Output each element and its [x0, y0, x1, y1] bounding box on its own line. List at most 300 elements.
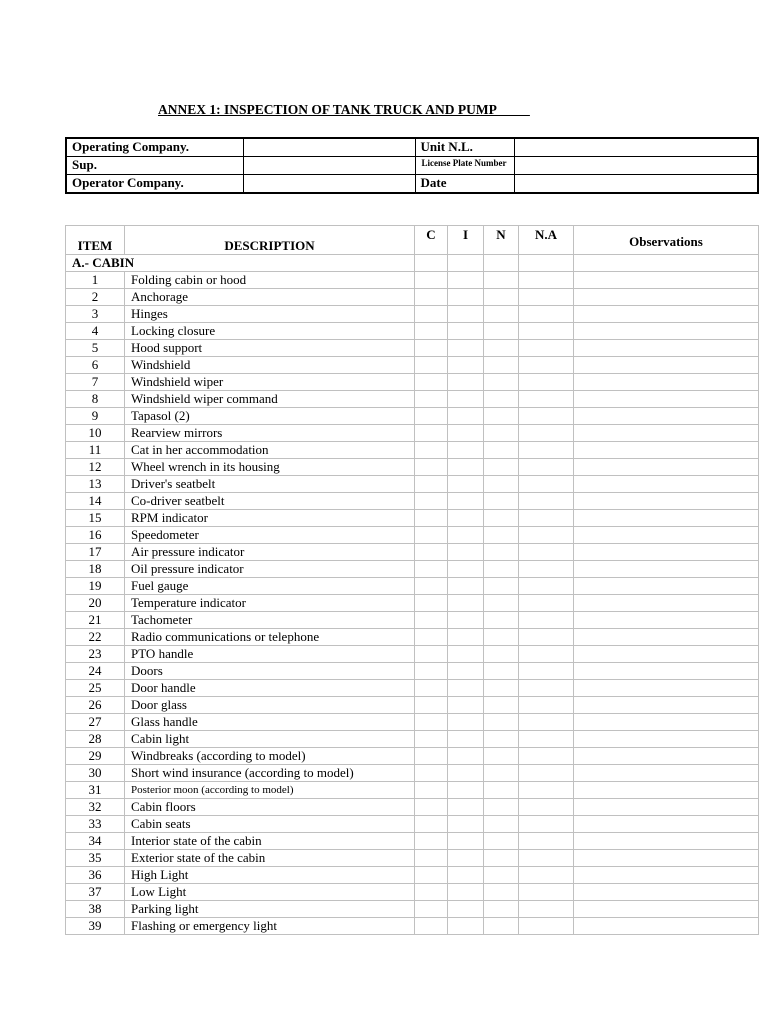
observations-cell[interactable]	[574, 476, 759, 493]
check-c-cell[interactable]	[415, 340, 448, 357]
header-n: N	[484, 226, 519, 255]
check-n-cell[interactable]	[484, 544, 519, 561]
table-row	[66, 527, 759, 544]
table-row	[66, 663, 759, 680]
check-c-cell[interactable]	[415, 561, 448, 578]
item-description: Hinges	[125, 306, 415, 323]
check-i-cell[interactable]	[448, 714, 484, 731]
observations-cell[interactable]	[574, 629, 759, 646]
check-i-cell[interactable]	[448, 646, 484, 663]
unit-label: Unit N.L.	[415, 138, 514, 157]
check-i-cell[interactable]	[448, 272, 484, 289]
check-na-cell[interactable]	[519, 510, 574, 527]
table-row	[66, 544, 759, 561]
table-row	[66, 578, 759, 595]
observations-cell[interactable]	[574, 340, 759, 357]
observations-cell[interactable]	[574, 578, 759, 595]
check-na-cell[interactable]	[519, 629, 574, 646]
table-row	[66, 595, 759, 612]
check-i-cell[interactable]	[448, 391, 484, 408]
check-i-cell[interactable]	[448, 425, 484, 442]
check-c-cell[interactable]	[415, 629, 448, 646]
observations-cell[interactable]	[574, 493, 759, 510]
check-na-cell[interactable]	[519, 663, 574, 680]
table-row	[66, 289, 759, 306]
document-title: ANNEX 1: INSPECTION OF TANK TRUCK AND PUMP	[158, 102, 530, 117]
sup-label: Sup.	[66, 157, 243, 175]
check-c-cell[interactable]	[415, 697, 448, 714]
check-n-cell[interactable]	[484, 272, 519, 289]
check-c-cell[interactable]	[415, 833, 448, 850]
sup-field[interactable]	[243, 157, 415, 175]
header-na: N.A	[519, 226, 574, 255]
table-row	[66, 408, 759, 425]
check-i-cell[interactable]	[448, 578, 484, 595]
check-na-cell[interactable]	[519, 408, 574, 425]
check-na-cell[interactable]	[519, 748, 574, 765]
check-na-cell[interactable]	[519, 595, 574, 612]
item-number: 15	[66, 510, 125, 527]
observations-cell[interactable]	[574, 765, 759, 782]
item-number: 30	[66, 765, 125, 782]
check-na-cell[interactable]	[519, 833, 574, 850]
check-n-cell[interactable]	[484, 612, 519, 629]
check-c-cell[interactable]	[415, 493, 448, 510]
check-c-cell[interactable]	[415, 391, 448, 408]
observations-cell[interactable]	[574, 595, 759, 612]
observations-cell[interactable]	[574, 731, 759, 748]
table-row	[66, 748, 759, 765]
check-i-cell[interactable]	[448, 731, 484, 748]
observations-cell[interactable]	[574, 374, 759, 391]
check-c-cell[interactable]	[415, 884, 448, 901]
item-number: 34	[66, 833, 125, 850]
observations-cell[interactable]	[574, 612, 759, 629]
operator-company-field[interactable]	[243, 175, 415, 194]
check-na-cell[interactable]	[519, 765, 574, 782]
observations-cell[interactable]	[574, 850, 759, 867]
item-number: 39	[66, 918, 125, 935]
check-na-cell[interactable]	[519, 527, 574, 544]
item-description: High Light	[125, 867, 415, 884]
check-i-cell[interactable]	[448, 595, 484, 612]
check-n-cell[interactable]	[484, 867, 519, 884]
item-description: Cabin floors	[125, 799, 415, 816]
check-c-cell[interactable]	[415, 357, 448, 374]
check-i-cell[interactable]	[448, 612, 484, 629]
observations-cell[interactable]	[574, 663, 759, 680]
table-row	[66, 884, 759, 901]
observations-cell[interactable]	[574, 867, 759, 884]
check-n-cell[interactable]	[484, 646, 519, 663]
item-number: 24	[66, 663, 125, 680]
table-row	[66, 646, 759, 663]
item-description: Wheel wrench in its housing	[125, 459, 415, 476]
check-c-cell[interactable]	[415, 476, 448, 493]
item-description: PTO handle	[125, 646, 415, 663]
check-i-cell[interactable]	[448, 748, 484, 765]
check-n-cell[interactable]	[484, 306, 519, 323]
item-number: 37	[66, 884, 125, 901]
check-i-cell[interactable]	[448, 663, 484, 680]
check-c-cell[interactable]	[415, 323, 448, 340]
table-row	[66, 306, 759, 323]
item-number: 17	[66, 544, 125, 561]
item-description: Air pressure indicator	[125, 544, 415, 561]
check-n-cell[interactable]	[484, 850, 519, 867]
check-i-cell[interactable]	[448, 340, 484, 357]
check-na-cell[interactable]	[519, 612, 574, 629]
check-n-cell[interactable]	[484, 340, 519, 357]
check-n-cell[interactable]	[484, 595, 519, 612]
observations-cell[interactable]	[574, 680, 759, 697]
item-description: Windshield wiper	[125, 374, 415, 391]
item-number: 2	[66, 289, 125, 306]
check-na-cell[interactable]	[519, 306, 574, 323]
observations-cell[interactable]	[574, 884, 759, 901]
table-row	[66, 918, 759, 935]
observations-cell[interactable]	[574, 561, 759, 578]
check-c-cell[interactable]	[415, 272, 448, 289]
check-i-cell[interactable]	[448, 476, 484, 493]
item-description: Glass handle	[125, 714, 415, 731]
check-n-cell[interactable]	[484, 425, 519, 442]
item-description: Door glass	[125, 697, 415, 714]
table-row	[66, 459, 759, 476]
check-c-cell[interactable]	[415, 459, 448, 476]
check-na-cell[interactable]	[519, 816, 574, 833]
check-c-cell[interactable]	[415, 646, 448, 663]
item-number: 35	[66, 850, 125, 867]
check-c-cell[interactable]	[415, 527, 448, 544]
item-number: 11	[66, 442, 125, 459]
check-i-cell[interactable]	[448, 799, 484, 816]
observations-cell[interactable]	[574, 510, 759, 527]
check-n-cell[interactable]	[484, 833, 519, 850]
check-c-cell[interactable]	[415, 799, 448, 816]
check-na-cell[interactable]	[519, 340, 574, 357]
table-row	[66, 442, 759, 459]
check-n-cell[interactable]	[484, 493, 519, 510]
check-c-cell[interactable]	[415, 816, 448, 833]
check-n-cell[interactable]	[484, 323, 519, 340]
observations-cell[interactable]	[574, 459, 759, 476]
item-description: Parking light	[125, 901, 415, 918]
check-c-cell[interactable]	[415, 442, 448, 459]
item-description: Short wind insurance (according to model)	[125, 765, 415, 782]
item-description: Interior state of the cabin	[125, 833, 415, 850]
table-row	[66, 272, 759, 289]
check-c-cell[interactable]	[415, 306, 448, 323]
observations-cell[interactable]	[574, 816, 759, 833]
table-row	[66, 510, 759, 527]
item-description: Anchorage	[125, 289, 415, 306]
observations-cell[interactable]	[574, 323, 759, 340]
item-description: Locking closure	[125, 323, 415, 340]
table-row	[66, 561, 759, 578]
item-description: Temperature indicator	[125, 595, 415, 612]
check-i-cell[interactable]	[448, 408, 484, 425]
check-na-cell[interactable]	[519, 425, 574, 442]
check-na-cell[interactable]	[519, 697, 574, 714]
observations-cell[interactable]	[574, 714, 759, 731]
check-n-cell[interactable]	[484, 510, 519, 527]
observations-cell[interactable]	[574, 527, 759, 544]
header-item: ITEM	[66, 226, 125, 255]
check-n-cell[interactable]	[484, 442, 519, 459]
check-na-cell[interactable]	[519, 544, 574, 561]
check-na-cell[interactable]	[519, 867, 574, 884]
observations-cell[interactable]	[574, 357, 759, 374]
item-number: 13	[66, 476, 125, 493]
check-n-cell[interactable]	[484, 289, 519, 306]
check-c-cell[interactable]	[415, 408, 448, 425]
table-row	[66, 391, 759, 408]
header-i: I	[448, 226, 484, 255]
item-description: Doors	[125, 663, 415, 680]
check-n-cell[interactable]	[484, 884, 519, 901]
item-description: Low Light	[125, 884, 415, 901]
check-na-cell[interactable]	[519, 799, 574, 816]
table-row	[66, 816, 759, 833]
check-na-cell[interactable]	[519, 901, 574, 918]
check-i-cell[interactable]	[448, 510, 484, 527]
check-n-cell[interactable]	[484, 799, 519, 816]
check-c-cell[interactable]	[415, 663, 448, 680]
check-i-cell[interactable]	[448, 544, 484, 561]
check-c-cell[interactable]	[415, 765, 448, 782]
check-na-cell[interactable]	[519, 272, 574, 289]
table-row	[66, 612, 759, 629]
item-number: 20	[66, 595, 125, 612]
check-na-cell[interactable]	[519, 646, 574, 663]
table-row	[66, 714, 759, 731]
observations-cell[interactable]	[574, 408, 759, 425]
check-i-cell[interactable]	[448, 782, 484, 799]
item-number: 31	[66, 782, 125, 799]
item-number: 33	[66, 816, 125, 833]
check-i-cell[interactable]	[448, 680, 484, 697]
check-n-cell[interactable]	[484, 459, 519, 476]
item-number: 18	[66, 561, 125, 578]
check-c-cell[interactable]	[415, 374, 448, 391]
check-c-cell[interactable]	[415, 425, 448, 442]
check-n-cell[interactable]	[484, 527, 519, 544]
item-number: 1	[66, 272, 125, 289]
item-number: 32	[66, 799, 125, 816]
observations-cell[interactable]	[574, 272, 759, 289]
check-i-cell[interactable]	[448, 765, 484, 782]
check-n-cell[interactable]	[484, 680, 519, 697]
check-c-cell[interactable]	[415, 782, 448, 799]
item-description: Exterior state of the cabin	[125, 850, 415, 867]
item-number: 9	[66, 408, 125, 425]
observations-cell[interactable]	[574, 918, 759, 935]
table-row	[66, 629, 759, 646]
section-row-cabin	[66, 255, 759, 272]
check-n-cell[interactable]	[484, 663, 519, 680]
check-i-cell[interactable]	[448, 867, 484, 884]
header-observations: Observations	[574, 226, 759, 255]
check-n-cell[interactable]	[484, 782, 519, 799]
item-number: 19	[66, 578, 125, 595]
header-description: DESCRIPTION	[125, 226, 415, 255]
observations-cell[interactable]	[574, 306, 759, 323]
item-number: 7	[66, 374, 125, 391]
item-number: 27	[66, 714, 125, 731]
table-row	[66, 493, 759, 510]
observations-cell[interactable]	[574, 799, 759, 816]
item-description: Fuel gauge	[125, 578, 415, 595]
observations-cell[interactable]	[574, 782, 759, 799]
check-n-cell[interactable]	[484, 357, 519, 374]
item-description: Windshield wiper command	[125, 391, 415, 408]
check-na-cell[interactable]	[519, 714, 574, 731]
item-description: Oil pressure indicator	[125, 561, 415, 578]
observations-cell[interactable]	[574, 544, 759, 561]
check-na-cell[interactable]	[519, 731, 574, 748]
check-n-cell[interactable]	[484, 578, 519, 595]
check-na-cell[interactable]	[519, 374, 574, 391]
observations-cell[interactable]	[574, 646, 759, 663]
check-i-cell[interactable]	[448, 289, 484, 306]
unit-field[interactable]	[514, 138, 758, 157]
check-c-cell[interactable]	[415, 595, 448, 612]
check-na-cell[interactable]	[519, 493, 574, 510]
check-na-cell[interactable]	[519, 918, 574, 935]
check-na-cell[interactable]	[519, 459, 574, 476]
check-n-cell[interactable]	[484, 629, 519, 646]
header-info-table	[65, 137, 759, 194]
check-c-cell[interactable]	[415, 850, 448, 867]
table-row	[66, 799, 759, 816]
check-n-cell[interactable]	[484, 476, 519, 493]
check-n-cell[interactable]	[484, 748, 519, 765]
check-c-cell[interactable]	[415, 289, 448, 306]
table-row	[66, 374, 759, 391]
check-c-cell[interactable]	[415, 901, 448, 918]
check-i-cell[interactable]	[448, 357, 484, 374]
check-n-cell[interactable]	[484, 408, 519, 425]
item-description: Tachometer	[125, 612, 415, 629]
check-c-cell[interactable]	[415, 510, 448, 527]
check-na-cell[interactable]	[519, 391, 574, 408]
observations-cell[interactable]	[574, 901, 759, 918]
table-row	[66, 765, 759, 782]
check-i-cell[interactable]	[448, 884, 484, 901]
check-na-cell[interactable]	[519, 476, 574, 493]
section-label: A.- CABIN	[66, 255, 415, 272]
table-row	[66, 340, 759, 357]
check-c-cell[interactable]	[415, 748, 448, 765]
check-i-cell[interactable]	[448, 901, 484, 918]
observations-cell[interactable]	[574, 425, 759, 442]
check-na-cell[interactable]	[519, 323, 574, 340]
check-i-cell[interactable]	[448, 629, 484, 646]
check-c-cell[interactable]	[415, 680, 448, 697]
check-na-cell[interactable]	[519, 680, 574, 697]
table-row	[66, 782, 759, 799]
check-i-cell[interactable]	[448, 459, 484, 476]
check-i-cell[interactable]	[448, 918, 484, 935]
check-c-cell[interactable]	[415, 714, 448, 731]
observations-cell[interactable]	[574, 833, 759, 850]
check-c-cell[interactable]	[415, 867, 448, 884]
check-na-cell[interactable]	[519, 289, 574, 306]
item-description: Co-driver seatbelt	[125, 493, 415, 510]
table-row	[66, 680, 759, 697]
item-number: 26	[66, 697, 125, 714]
item-number: 5	[66, 340, 125, 357]
item-description: Tapasol (2)	[125, 408, 415, 425]
item-number: 36	[66, 867, 125, 884]
check-c-cell[interactable]	[415, 544, 448, 561]
header-c: C	[415, 226, 448, 255]
check-i-cell[interactable]	[448, 442, 484, 459]
check-n-cell[interactable]	[484, 918, 519, 935]
observations-cell[interactable]	[574, 442, 759, 459]
check-i-cell[interactable]	[448, 306, 484, 323]
check-n-cell[interactable]	[484, 561, 519, 578]
item-number: 6	[66, 357, 125, 374]
check-na-cell[interactable]	[519, 561, 574, 578]
check-n-cell[interactable]	[484, 374, 519, 391]
checklist-header-row	[66, 226, 759, 255]
check-n-cell[interactable]	[484, 816, 519, 833]
check-c-cell[interactable]	[415, 578, 448, 595]
item-description: Door handle	[125, 680, 415, 697]
check-i-cell[interactable]	[448, 697, 484, 714]
check-i-cell[interactable]	[448, 816, 484, 833]
check-na-cell[interactable]	[519, 782, 574, 799]
check-i-cell[interactable]	[448, 493, 484, 510]
check-na-cell[interactable]	[519, 357, 574, 374]
check-i-cell[interactable]	[448, 527, 484, 544]
check-c-cell[interactable]	[415, 612, 448, 629]
operating-company-field[interactable]	[243, 138, 415, 157]
inspection-checklist-table	[65, 225, 759, 935]
check-i-cell[interactable]	[448, 374, 484, 391]
observations-cell[interactable]	[574, 391, 759, 408]
item-number: 22	[66, 629, 125, 646]
check-n-cell[interactable]	[484, 714, 519, 731]
observations-cell[interactable]	[574, 289, 759, 306]
check-na-cell[interactable]	[519, 578, 574, 595]
item-description: Windbreaks (according to model)	[125, 748, 415, 765]
check-n-cell[interactable]	[484, 391, 519, 408]
table-row	[66, 850, 759, 867]
check-c-cell[interactable]	[415, 918, 448, 935]
observations-cell[interactable]	[574, 748, 759, 765]
item-number: 3	[66, 306, 125, 323]
check-i-cell[interactable]	[448, 850, 484, 867]
item-description: Windshield	[125, 357, 415, 374]
check-n-cell[interactable]	[484, 901, 519, 918]
observations-cell[interactable]	[574, 697, 759, 714]
check-n-cell[interactable]	[484, 697, 519, 714]
check-i-cell[interactable]	[448, 323, 484, 340]
check-i-cell[interactable]	[448, 833, 484, 850]
date-field[interactable]	[514, 175, 758, 194]
check-na-cell[interactable]	[519, 884, 574, 901]
check-n-cell[interactable]	[484, 731, 519, 748]
check-i-cell[interactable]	[448, 561, 484, 578]
check-na-cell[interactable]	[519, 442, 574, 459]
check-na-cell[interactable]	[519, 850, 574, 867]
check-n-cell[interactable]	[484, 765, 519, 782]
license-plate-field[interactable]	[514, 157, 758, 175]
check-c-cell[interactable]	[415, 731, 448, 748]
